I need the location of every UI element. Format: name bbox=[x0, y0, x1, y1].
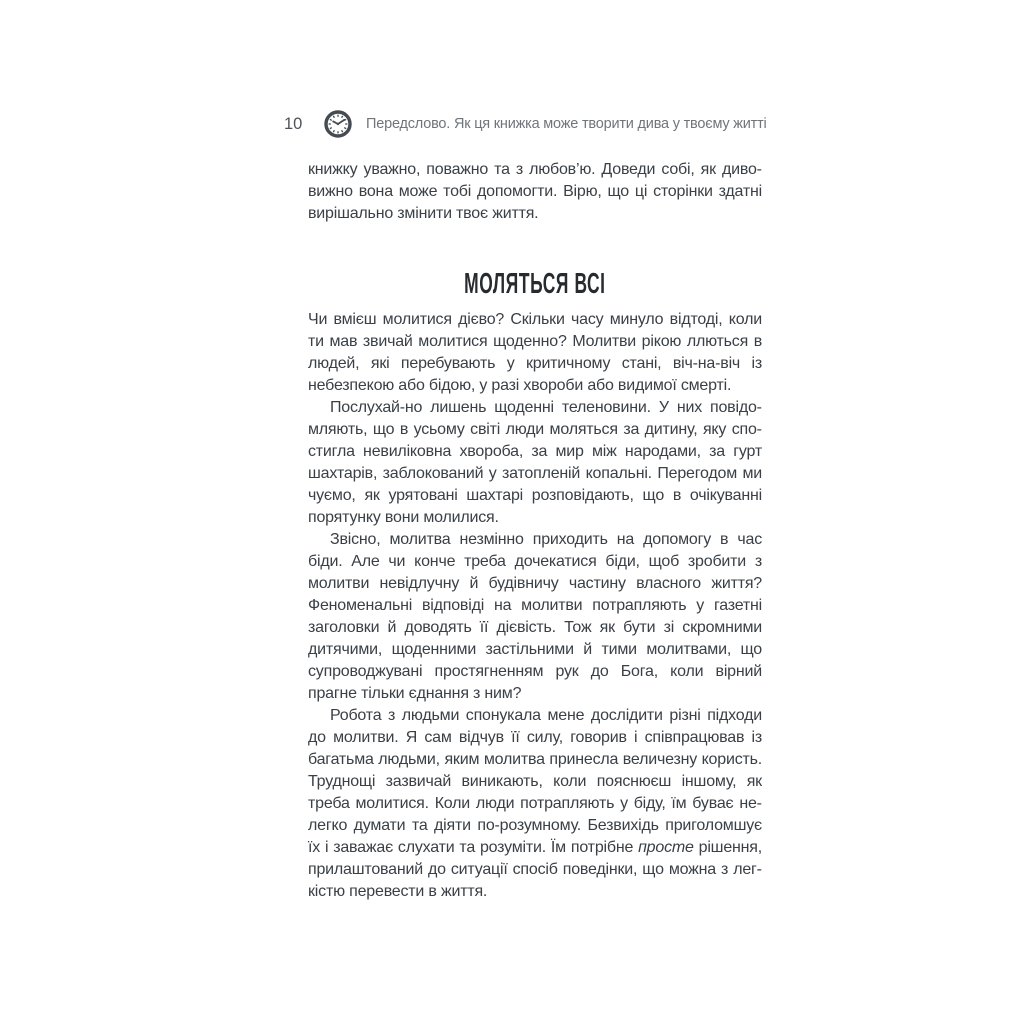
main-text-block bbox=[308, 309, 762, 903]
paragraph-intro: книжку уважно, поважно та з любов’ю. Доведи собі, як дивовижно вона може тобі допомогти. Вірю, що ці сторінки здатні вирішально змінити твоє життя. bbox=[308, 161, 762, 222]
paragraph-2: Послухай-но лишень щоденні теленовини. У них повідомляють, що в усьому світі люди моляться за дитину, яку спостигла невиліковна хвороба, за мир між народами, за гурт шахтарів, заблокований у затопленій копальні. Перегодом ми чуємо, як урятовані шахтарі розповідають, що в очікуванні порятунку вони молилися. bbox=[308, 399, 762, 526]
paragraph-1: Чи вмієш молитися дієво? Скільки часу минуло відтоді, коли ти мав звичай молитися щоденно? Молитви рікою ллються в людей, які перебувають у критичному стані, віч-на-віч із небезпекою або бідою, у разі хвороби або видимої смерті. bbox=[308, 311, 762, 394]
paragraph-3: Звісно, молитва незмінно приходить на допомогу в час біди. Але чи конче треба дочекатися біди, щоб зробити з молитви невідлучну й будівничу частину власного життя? Феноменальні відповіді на молитви потрапляють у газетні заголовки й доводять її дієвість. Тож як бути зі скромними дитячими, щоденними застільними й тими молитвами, що супроводжувані простягненням рук до Бога, коли вірний прагне тільки єднання з ним? bbox=[308, 531, 762, 702]
paragraph-4-text-end: рішення, прилаштований до ситуації спосіб поведінки, що можна з легкістю перевести в життя. bbox=[308, 839, 762, 900]
running-head bbox=[284, 110, 767, 138]
intro-paragraph-block bbox=[308, 159, 762, 225]
section-heading: МОЛЯТЬСЯ ВСІ bbox=[464, 268, 606, 300]
page-number: 10 bbox=[284, 114, 303, 133]
paragraph-4 bbox=[308, 705, 762, 903]
running-head-title: Передслово. Як ця книжка може творити дива у твоєму житті bbox=[366, 116, 767, 132]
clock-icon bbox=[324, 110, 352, 138]
paragraph-4-italic-word: просте bbox=[638, 839, 694, 856]
paragraph-4-text: Робота з людьми спонукала мене дослідити різні підходи до молитви. Я сам відчув її силу, говорив і співпрацював із багатьма людьми, яким молитва принесла величезну користь. Труднощі зазвичай виникають, коли пояснюєш іншому, як треба молитися. Коли люди потрапляють у біду, їм буває нелегко думати та діяти по-розумному. Безвихідь приголомшує їх і заважає слухати та розуміти. Їм потрібне bbox=[308, 707, 762, 856]
